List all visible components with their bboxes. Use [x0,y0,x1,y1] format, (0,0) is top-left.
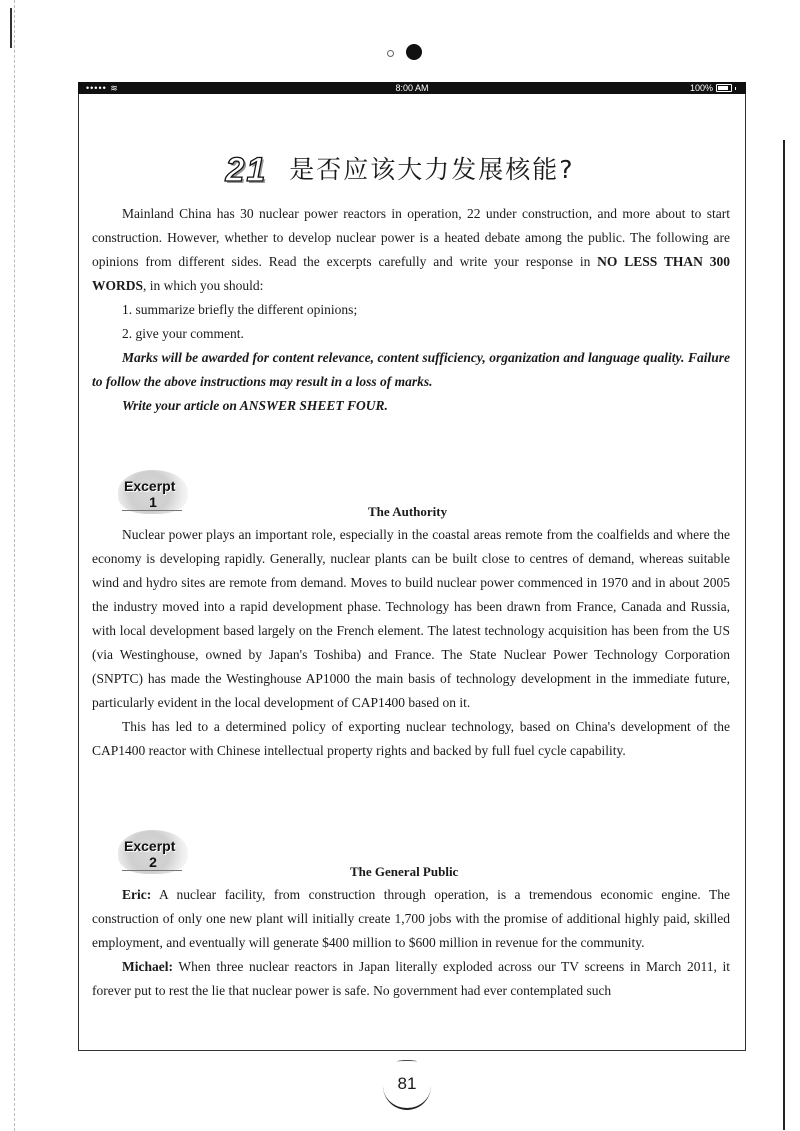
battery-icon [716,84,732,92]
intro-text-a: Mainland China has 30 nuclear power reactors in operation, 22 under construction, and more about to start construction. However, whether to develop nuclear power is a heated debate among the public. The following are opinions from different sides. Read the excerpts carefully and write your response in [92,206,730,269]
intro-section [92,202,730,418]
intro-paragraph [92,202,730,298]
badge-underline [122,510,182,511]
badge-underline [122,870,182,871]
page-title [0,150,800,190]
word-count-requirement: NO LESS THAN 300 WORDS [92,254,730,293]
scan-right-rule [783,140,785,1130]
scan-mark [10,8,12,48]
eric-paragraph [92,883,730,955]
speaker-michael: Michael: [122,959,173,974]
battery-indicator [690,82,736,94]
instruction-item-2: 2. give your comment. [122,326,244,341]
marking-note: Marks will be awarded for content relevance, content sufficiency, organization and language quality. Failure to follow the above instructions may result in a loss of marks. [92,350,730,389]
status-time: 8:00 AM [395,83,429,93]
excerpt-1-body [92,523,730,763]
status-bar [78,82,746,94]
excerpt-1-badge-number: 1 [149,494,157,510]
signal-wifi-icon: ••••• ≋ [86,83,119,93]
excerpt-1-paragraph-2: This has led to a determined policy of exporting nuclear technology, based on China's development of the CAP1400 reactor with Chinese intellectual property rights and backed by full fuel cycle capability. [92,719,730,758]
excerpt-2-badge [118,830,188,874]
battery-cap [735,87,736,90]
title-text: 是否应该大力发展核能? [289,155,575,184]
excerpt-2-heading: The General Public [350,864,459,879]
instruction-item-1: 1. summarize briefly the different opinions; [122,302,358,317]
excerpt-1-badge [118,470,188,514]
michael-paragraph [92,955,730,1003]
title-number: 21 [225,151,268,189]
michael-text: When three nuclear reactors in Japan literally exploded across our TV screens in March 2011, it forever put to rest the lie that nuclear power is safe. No government had ever contemplated such [92,959,730,998]
camera-icon [406,44,422,60]
excerpt-1-heading: The Authority [368,504,448,519]
speaker-eric: Eric: [122,887,152,902]
battery-percent: 100% [689,83,713,93]
excerpt-2-badge-number: 2 [149,854,157,870]
page-number: 81 [383,1064,431,1110]
sensor-icon [387,50,394,57]
intro-text-c: , in which you should: [143,278,264,293]
answer-sheet-note: Write your article on ANSWER SHEET FOUR. [122,398,388,413]
excerpt-2-badge-word: Excerpt [124,838,176,854]
excerpt-1-paragraph-1: Nuclear power plays an important role, especially in the coastal areas remote from the coalfields and where the economy is developing rapidly. Generally, nuclear plants can be built close to centres of demand, whereas suitable wind and hydro sites are remote from demand. Moves to build nuclear power commenced in 1970 and in about 2005 the industry moved into a rapid development phase. Technology has been drawn from France, Canada and Russia, with local development based largely on the French element. The latest technology acquisition has been from the US (via Westinghouse, owned by Japan's Toshiba) and France. The State Nuclear Power Technology Corporation (SNPTC) has made the Westinghouse AP1000 the main basis of technology development in the immediate future, particularly evident in the local development of CAP1400 based on it. [92,527,730,710]
excerpt-2-body [92,883,730,1003]
excerpt-1-badge-word: Excerpt [124,478,176,494]
eric-text: A nuclear facility, from construction through operation, is a tremendous economic engine. The construction of only one new plant will initially create 1,700 jobs with the promise of additional highly paid, skilled employment, and eventually will generate $400 million to $600 million in revenue for the community. [92,887,730,950]
